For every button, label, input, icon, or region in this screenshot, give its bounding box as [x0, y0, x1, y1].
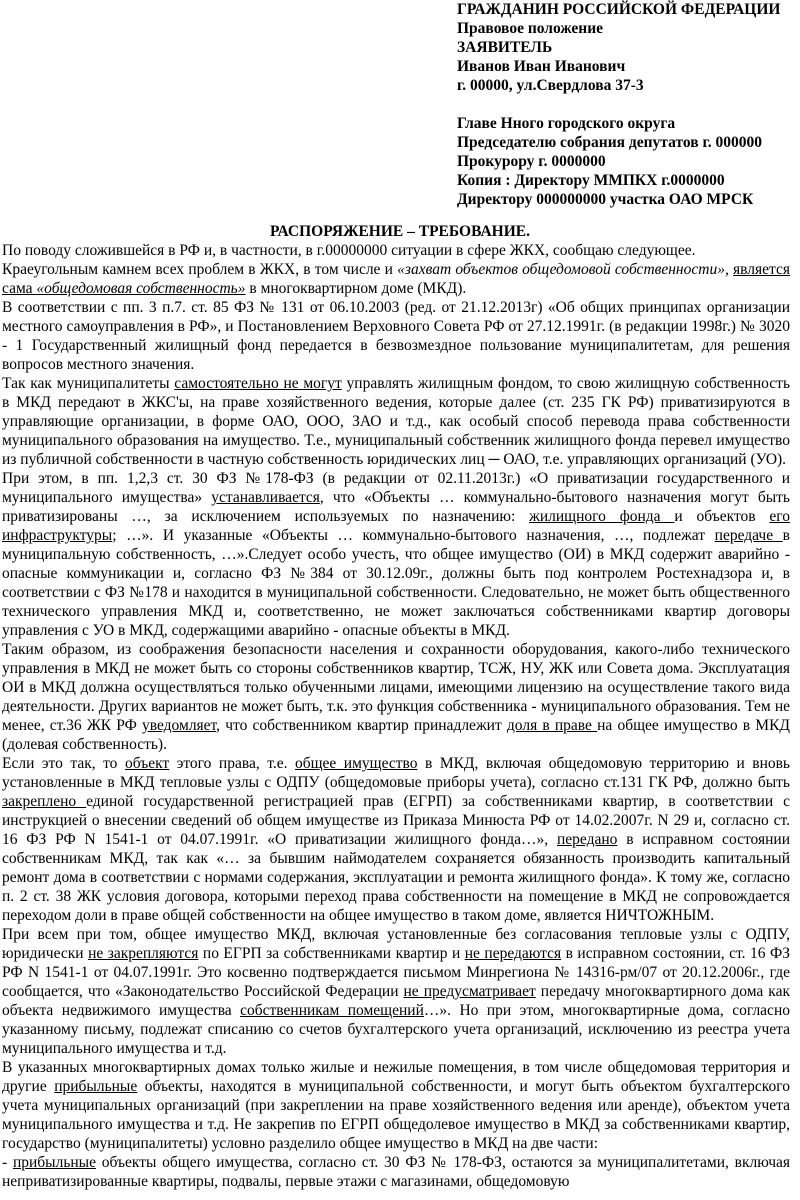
paragraph: При всем при том, общее имущество МКД, включая установленные без согласования тепловые узлы с ОДПУ, юридически не закрепляются по ЕГРП за собственниками квартир и не передаются в исправном состоянии, ст. 16 ФЗ РФ N 1541-1 от 04.07.1991г. Это косвенно подтверждается письмом Минрегиона № 14316-рм/07 от 20.12.2006г., где сообщается, что «Законодательство Российской Федерации не предусматривает передачу многоквартирного дома как объекта недвижимого имущества собственникам помещений…». Но при этом, многоквартирные дома, согласно указанному письму, подлежат списанию со счетов бухгалтерского учета организаций, исключению из реестра учета муниципального имущества и т.д.: [2, 926, 791, 1057]
applicant-line: ЗАЯВИТЕЛЬ: [457, 39, 553, 56]
citizen-line: ГРАЖДАНИН РОССИЙСКОЙ ФЕДЕРАЦИИ: [457, 1, 781, 18]
applicant-name: Иванов Иван Иванович: [457, 58, 626, 75]
paragraph: Краеугольным камнем всех проблем в ЖКХ, в том числе и «захват объектов общедомовой собственности», является сама «общедомовая собственность» в многоквартирном доме (МКД).: [2, 261, 790, 297]
paragraph: Так как муниципалитеты самостоятельно не могут управлять жилищным фондом, то свою жилищную собственность в МКД передают в ЖКС'ы, на праве хозяйственного ведения, которые далее (ст. 235 ГК РФ) приватизируются в управляющие организации, в форме ОАО, ООО, ЗАО и т.д., как особый способ перевода права собственности муниципального образования на имущество. Т.е., муниципальный собственник жилищного фонда перевел имущество из публичной собственности в частную собственность юридических лиц ─ ОАО, т.е. управляющих организаций (УО).: [2, 375, 791, 468]
addressee-line: Главе Нного городского округа: [457, 115, 676, 132]
applicant-address: г. 00000, ул.Свердлова 37-3: [457, 77, 644, 94]
document-title: РАСПОРЯЖЕНИЕ – ТРЕБОВАНИЕ.: [270, 223, 530, 240]
addressee-line: Директору 000000000 участка ОАО МРСК: [457, 191, 754, 208]
legal-status-line: Правовое положение: [457, 20, 604, 37]
document-body: [2, 241, 790, 1191]
addressee-line: Прокурору г. 0000000: [457, 153, 606, 170]
paragraph: - прибыльные объекты общего имущества, согласно ст. 30 ФЗ № 178-ФЗ, остаются за муниципалитетами, включая неприватизированные квартиры, подвалы, первые этажи с магазинами, общедомовую: [2, 1154, 791, 1190]
addressee-line: Копия : Директору ММПКХ г.0000000: [457, 172, 725, 189]
paragraph: При этом, в пп. 1,2,3 ст. 30 ФЗ №178-ФЗ (в редакции от 02.11.2013г.) «О приватизации государственного и муниципального имущества» устанавливается, что «Объекты … коммунально-бытового назначения могут быть приватизированы …, за исключением используемых по назначению: жилищного фонда и объектов его инфраструктуры; …». И указанные «Объекты … коммунально-бытового назначения, …, подлежат передаче в муниципальную собственность, …».Следует особо учесть, что общее имущество (ОИ) в МКД содержит аварийно - опасные коммуникации и, согласно ФЗ №384 от 30.12.09г., должны быть под контролем Ростехнадзора и, в соответствии с ФЗ №178 и находится в муниципальной собственности. Следовательно, не может быть общественного технического управления МКД и, соответственно, не может заключаться собственниками квартир договоры управления с УО в МКД, содержащими аварийно - опасные объекты в МКД.: [2, 470, 790, 639]
paragraph: Если это так, то объект этого права, т.е. общее имущество в МКД, включая общедомовую территорию и вновь установленные в МКД тепловые узлы с ОДПУ (общедомовые приборы учета), согласно ст.131 ГК РФ, должно быть закреплено единой государственной регистрацией прав (ЕГРП) за собственниками квартир, в соответствии с инструкцией о внесении сведений об общем имуществе из Приказа Минюста РФ от 14.02.2007г. N 29 и, согласно ст. 16 ФЗ РФ N 1541-1 от 04.07.1991г. «О приватизации жилищного фонда…», передано в исправном состоянии собственникам МКД, так как «… за бывшим наймодателем сохраняется обязанность производить капитальный ремонт дома в соответствии с нормами содержания, эксплуатации и ремонта жилищного фонда». К тому же, согласно п. 2 ст. 38 ЖК условия договора, которыми переход права собственности на помещение в МКД не сопровождается переходом доли в праве общей собственности на общее имущество в таком доме, является НИЧТОЖНЫМ.: [2, 755, 790, 924]
sender-header: [457, 0, 797, 209]
paragraph: Таким образом, из соображения безопасности населения и сохранности оборудования, какого-либо технического управления в МКД не может быть со стороны собственников квартир, ТСЖ, НУ, ЖК или Совета дома. Эксплуатация ОИ в МКД должна осуществляться только обученными лицами, имеющими лицензию на осуществление такого вида деятельности. Других вариантов не может быть, т.к. это функция собственника - муниципального образования. Тем не менее, ст.36 ЖК РФ уведомляет, что собственником квартир принадлежит доля в праве на общее имущество в МКД (долевая собственность).: [2, 641, 790, 753]
paragraph: В соответствии с пп. 3 п.7. ст. 85 ФЗ № 131 от 06.10.2003 (ред. от 21.12.2013г) «Об общих принципах организации местного самоуправления в РФ», и Постановлением Верховного Совета РФ от 27.12.1991г. (в редакции 1998г.) № 3020 - 1 Государственный жилищный фонд передается в безвозмездное пользование муниципалитетам, для решения вопросов местного значения.: [2, 299, 790, 373]
paragraph: В указанных многоквартирных домах только жилые и нежилые помещения, в том числе общедомовая территория и другие прибыльные объекты, находятся в муниципальной собственности, и могут быть объектом бухгалтерского учета муниципальных организаций (при закреплении на праве хозяйственного ведения или аренде), объектом учета муниципального имущества и т.д. Не закрепив по ЕГРП общедолевое имущество в МКД за собственниками квартир, государство (муниципалитеты) условно разделило общее имущество в МКД на две части:: [2, 1059, 790, 1152]
paragraph: По поводу сложившейся в РФ и, в частности, в г.00000000 ситуации в сфере ЖКХ, сообщаю следующее.: [2, 242, 696, 259]
addressee-line: Председателю собрания депутатов г. 000000: [457, 134, 763, 151]
